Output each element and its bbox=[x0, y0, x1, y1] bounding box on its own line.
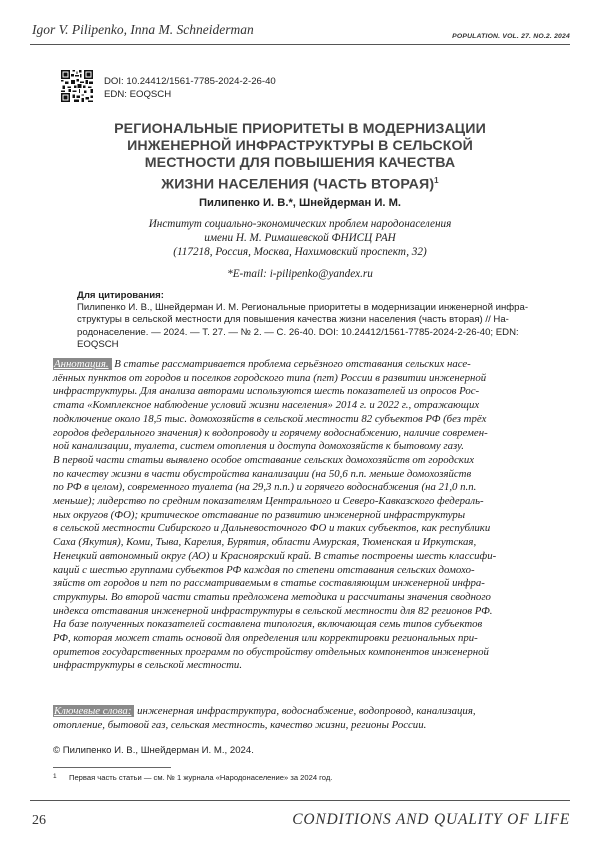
citation-line: структуры в сельской местности для повышения качества жизни населения (часть вторая) // На- bbox=[77, 314, 509, 326]
abstract-line: ных округов (ФО); критическое отставание по развитию инженерной инфраструктуры bbox=[53, 508, 466, 521]
keywords-line: Ключевые слова: инженерная инфраструктура, водоснабжение, водопровод, канализация, bbox=[54, 705, 476, 717]
title-line: МЕСТНОСТИ ДЛЯ ПОВЫШЕНИЯ КАЧЕСТВА bbox=[144, 155, 456, 171]
abstract-line: В первой части статьи выявлено особое отставание сельских домохозяйств от городских bbox=[53, 453, 475, 466]
abstract-line: по качеству жизни в части обустройства канализации (на 50,6 п.п. меньше домохозяйств bbox=[53, 467, 472, 480]
article-authors: Пилипенко И. В.*, Шнейдерман И. М. bbox=[198, 197, 402, 209]
running-footer bbox=[30, 800, 570, 831]
abstract-line: лённых пунктов от городов и поселков городского типа (пгт) России в развитии инженерной bbox=[53, 371, 487, 384]
abstract-line: городов федерального значения) к водопроводу и горячему водоснабжению, наличие современ- bbox=[53, 426, 488, 439]
abstract-line: меньше); лидерство по средним показателям Центрального и Северо-Кавказского федераль- bbox=[53, 495, 484, 508]
title-line: РЕГИОНАЛЬНЫЕ ПРИОРИТЕТЫ В МОДЕРНИЗАЦИИ bbox=[114, 121, 486, 137]
footnote-mark: 1 bbox=[53, 773, 57, 780]
abstract-line: инфраструктуры. Для анализа авторами используются шесть показателей из опросов Рос- bbox=[53, 385, 480, 398]
citation-text bbox=[77, 302, 543, 352]
affiliation bbox=[60, 217, 540, 260]
affiliation-line: Институт социально-экономических проблем народонаселения bbox=[148, 218, 452, 230]
title-footnote-mark[interactable]: 1 bbox=[434, 176, 439, 185]
footnote bbox=[53, 773, 332, 782]
footnote-text: Первая часть статьи — см. № 1 журнала «Народонаселение» за 2024 год. bbox=[69, 773, 333, 782]
keywords bbox=[53, 705, 547, 732]
citation-line: EOQSCH bbox=[77, 339, 119, 351]
abstract-line: по РФ в целом), современного туалета (на 29,3 п.п.) и горячего водоснабжения (на 21,0 п.п. bbox=[53, 481, 477, 494]
affiliation-line: имени Н. М. Римашевской ФНИСЦ РАН bbox=[204, 232, 396, 245]
abstract-line: подключение около 18,5 тыс. домохозяйств в сельской местности 82 субъектов РФ (без трёх bbox=[53, 412, 487, 425]
abstract-line: ной канализации, туалета, систем отопления и доступа домохозяйств к бытовому газу. bbox=[53, 440, 464, 453]
article-title bbox=[60, 121, 540, 194]
abstract-line: РФ, которая может стать основой для определения или корректировки региональных при- bbox=[53, 632, 478, 645]
abstract-label: Аннотация. bbox=[53, 358, 112, 370]
abstract-line: стата «Комплексное наблюдение условий жизни населения» 2014 г. и 2022 г., отражающих bbox=[53, 399, 480, 412]
running-header bbox=[30, 18, 570, 45]
author-email[interactable]: *E-mail: i-pilipenko@yandex.ru bbox=[227, 268, 373, 280]
abstract-line: оритетов государственных программ по обустройству отдельных компонентов инженерной bbox=[53, 645, 489, 658]
abstract bbox=[53, 358, 547, 673]
abstract-line: каций с шестью группами субъектов РФ каждая по степени отставания сельских домохо- bbox=[53, 563, 475, 576]
citation-line: Пилипенко И. В., Шнейдерман И. М. Региональные приоритеты в модернизации инженерной инфра- bbox=[77, 302, 529, 313]
qr-code-icon bbox=[61, 70, 93, 102]
abstract-line: Аннотация. В статье рассматривается проблема серьёзного отставания сельских насе- bbox=[54, 358, 471, 370]
title-line: ЖИЗНИ НАСЕЛЕНИЯ (ЧАСТЬ ВТОРАЯ)$^1$ bbox=[161, 176, 439, 193]
citation-label: Для цитирования: bbox=[77, 290, 164, 301]
abstract-line: инфраструктуры в сельской местности. bbox=[53, 659, 243, 672]
affiliation-line: (117218, Россия, Москва, Нахимовский проспект, 32) bbox=[173, 246, 427, 259]
running-header-authors: Igor V. Pilipenko, Inna M. Schneiderman bbox=[32, 22, 254, 37]
abstract-line: индекса отставания инженерной инфраструктуры в сельской местности для 82 регионов РФ. bbox=[53, 604, 493, 617]
citation-line: родонаселение. — 2024. — Т. 27. — № 2. — С. 26-40. DOI: 10.24412/1561-7785-2024-2-26-40; EDN: bbox=[77, 326, 519, 338]
abstract-line: структуры. Во второй части статьи предложена методика и рассчитаны значения сводного bbox=[53, 590, 491, 603]
abstract-line: Ненецкий автономный округ (АО) и Красноярский край. В статье построены шесть классифи- bbox=[53, 549, 497, 562]
abstract-line: Саха (Якутия), Коми, Тыва, Карелия, Бурятия, области Амурская, Тюменская и Иркутская, bbox=[53, 536, 477, 549]
footnote-divider bbox=[53, 767, 171, 768]
doi-block bbox=[104, 75, 276, 101]
keywords-line: отопление, бытовой газ, сельская местность, качество жизни, регионы России. bbox=[53, 718, 427, 731]
copyright-notice: © Пилипенко И. В., Шнейдерман И. М., 2024. bbox=[53, 745, 254, 756]
page-number: 26 bbox=[32, 813, 46, 828]
doi-link[interactable]: DOI: 10.24412/1561-7785-2024-2-26-40 bbox=[104, 76, 276, 87]
running-header-journal: POPULATION. VOL. 27. NO.2. 2024 bbox=[452, 33, 570, 40]
keywords-label: Ключевые слова: bbox=[53, 705, 134, 717]
title-line: ИНЖЕНЕРНОЙ ИНФРАСТРУКТУРЫ В СЕЛЬСКОЙ bbox=[127, 138, 473, 154]
section-name: CONDITIONS AND QUALITY OF LIFE bbox=[292, 811, 570, 828]
abstract-line: зяйств от городов и пгт по рассматриваемым в статье составляющим инженерной инфра- bbox=[53, 577, 485, 590]
abstract-line: На базе полученных показателей составлена типология, включающая семь типов субъектов bbox=[53, 618, 483, 631]
abstract-line: в сельской местности Сибирского и Дальневосточного ФО и таких субъектов, как республики bbox=[53, 522, 491, 535]
edn-code: EDN: EOQSCH bbox=[104, 89, 172, 100]
